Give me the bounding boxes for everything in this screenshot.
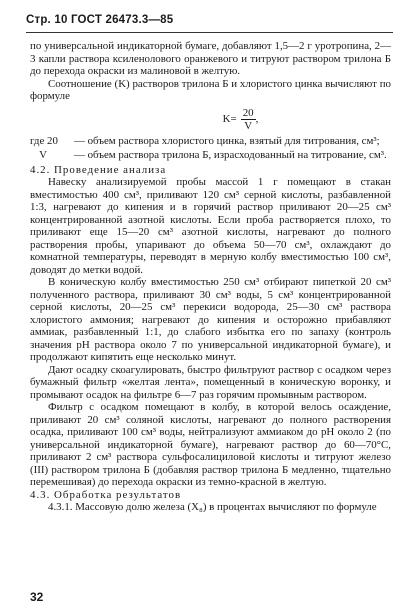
- formula-numerator: 20: [242, 106, 254, 119]
- formula-fraction: [241, 107, 256, 133]
- legend-key: V: [39, 149, 47, 161]
- header-rule: [26, 32, 393, 33]
- formula-legend-2: [30, 149, 391, 162]
- legend-text: — объем раствора хлористого цинка, взятый для титрования, см³;: [74, 134, 380, 147]
- paragraph-mass-fraction: 4.3.1. Массовую долю железа (X₈) в процентах вычисляют по формуле: [48, 501, 377, 513]
- paragraph-filtration: Дают осадку скоагулировать, быстро фильтруют раствор с осадком через бумажный фильтр «желтая лента», помещенный в коническую воронку, и промывают осадок на фильтре 6—7 раз горячим промывным раствором.: [30, 363, 391, 401]
- formula-lhs: K=: [222, 113, 237, 126]
- page-header: Стр. 10 ГОСТ 26473.3—85: [26, 14, 174, 26]
- formula-tail: ,: [255, 113, 259, 126]
- legend-text: — объем раствора трилона Б, израсходованный на титрование, см³.: [74, 149, 387, 161]
- formula-denominator: V: [244, 120, 253, 132]
- paragraph-precipitation: В коническую колбу вместимостью 250 см³ отбирают пипеткой 20 см³ полученного раствора, приливают 30 см³ воды, 5 см³ концентрированной серной кислоты, 20—25 см³ перекиси водорода, 25—30 см³ раствора хлористого аммония; нагревают до кипения и осторожно прибавляют аммиак, разбавленный 1:1, до слабого избытка его по запаху (контроль значения pH раствора около 7 по универсальной индикаторной бумаге), и продолжают кипятить еще несколько минут.: [30, 276, 391, 363]
- legend-key: где 20: [30, 134, 58, 147]
- paragraph-titration-end: по универсальной индикаторной бумаге, добавляют 1,5—2 г уротропина, 2—3 капли раствора ксиленолового оранжевого и титруют раствором трилона Б до перехода окраски из малиновой в желтую.: [30, 40, 391, 77]
- paragraph-ratio-intro: Соотношение (K) растворов трилона Б и хлористого цинка вычисляют по формуле: [30, 77, 391, 102]
- section-heading-4-3: 4.3. Обработка результатов: [30, 488, 182, 501]
- ratio-formula: [90, 107, 391, 133]
- paragraph-sample-prep: Навеску анализируемой пробы массой 1 г помещают в стакан вместимостью 400 см³, приливают 120 см³ серной кислоты, разбавленной 1:3, нагревают до кипения и в горячий раствор приливают 20—25 см³ концентрированной азотной кислоты. Если проба растворяется плохо, то приливают еще 15—20 см³ азотной кислоты, нагревают до полного растворения пробы, упаривают до объема 50—70 см³, охлаждают до комнатной температуры, переводят в мерную колбу вместимостью 100 см³, доводят до метки водой.: [30, 176, 391, 276]
- page-number: 32: [30, 590, 44, 604]
- paragraph-dissolution-titration: Фильтр с осадком помещают в колбу, в которой велось осаждение, приливают 20 см³ соляной кислоты, нагревают до полного растворения осадка, приливают 100 см³ воды, нейтрализуют аммиаком до pH около 2 (по универсальной индикаторной бумаге), нагревают раствор до 60—70°С, приливают 2 см³ раствора сульфосалициловой кислоты и титруют железо (III) раствором трилона Б (добавляя раствор трилона Б медленно, тщательно перемешивая) до перехода окраски из темно-красной в желтую.: [30, 401, 391, 488]
- section-heading-4-2: 4.2. Проведение анализа: [30, 163, 167, 176]
- formula-legend-1: [30, 135, 391, 148]
- document-body: [30, 40, 391, 514]
